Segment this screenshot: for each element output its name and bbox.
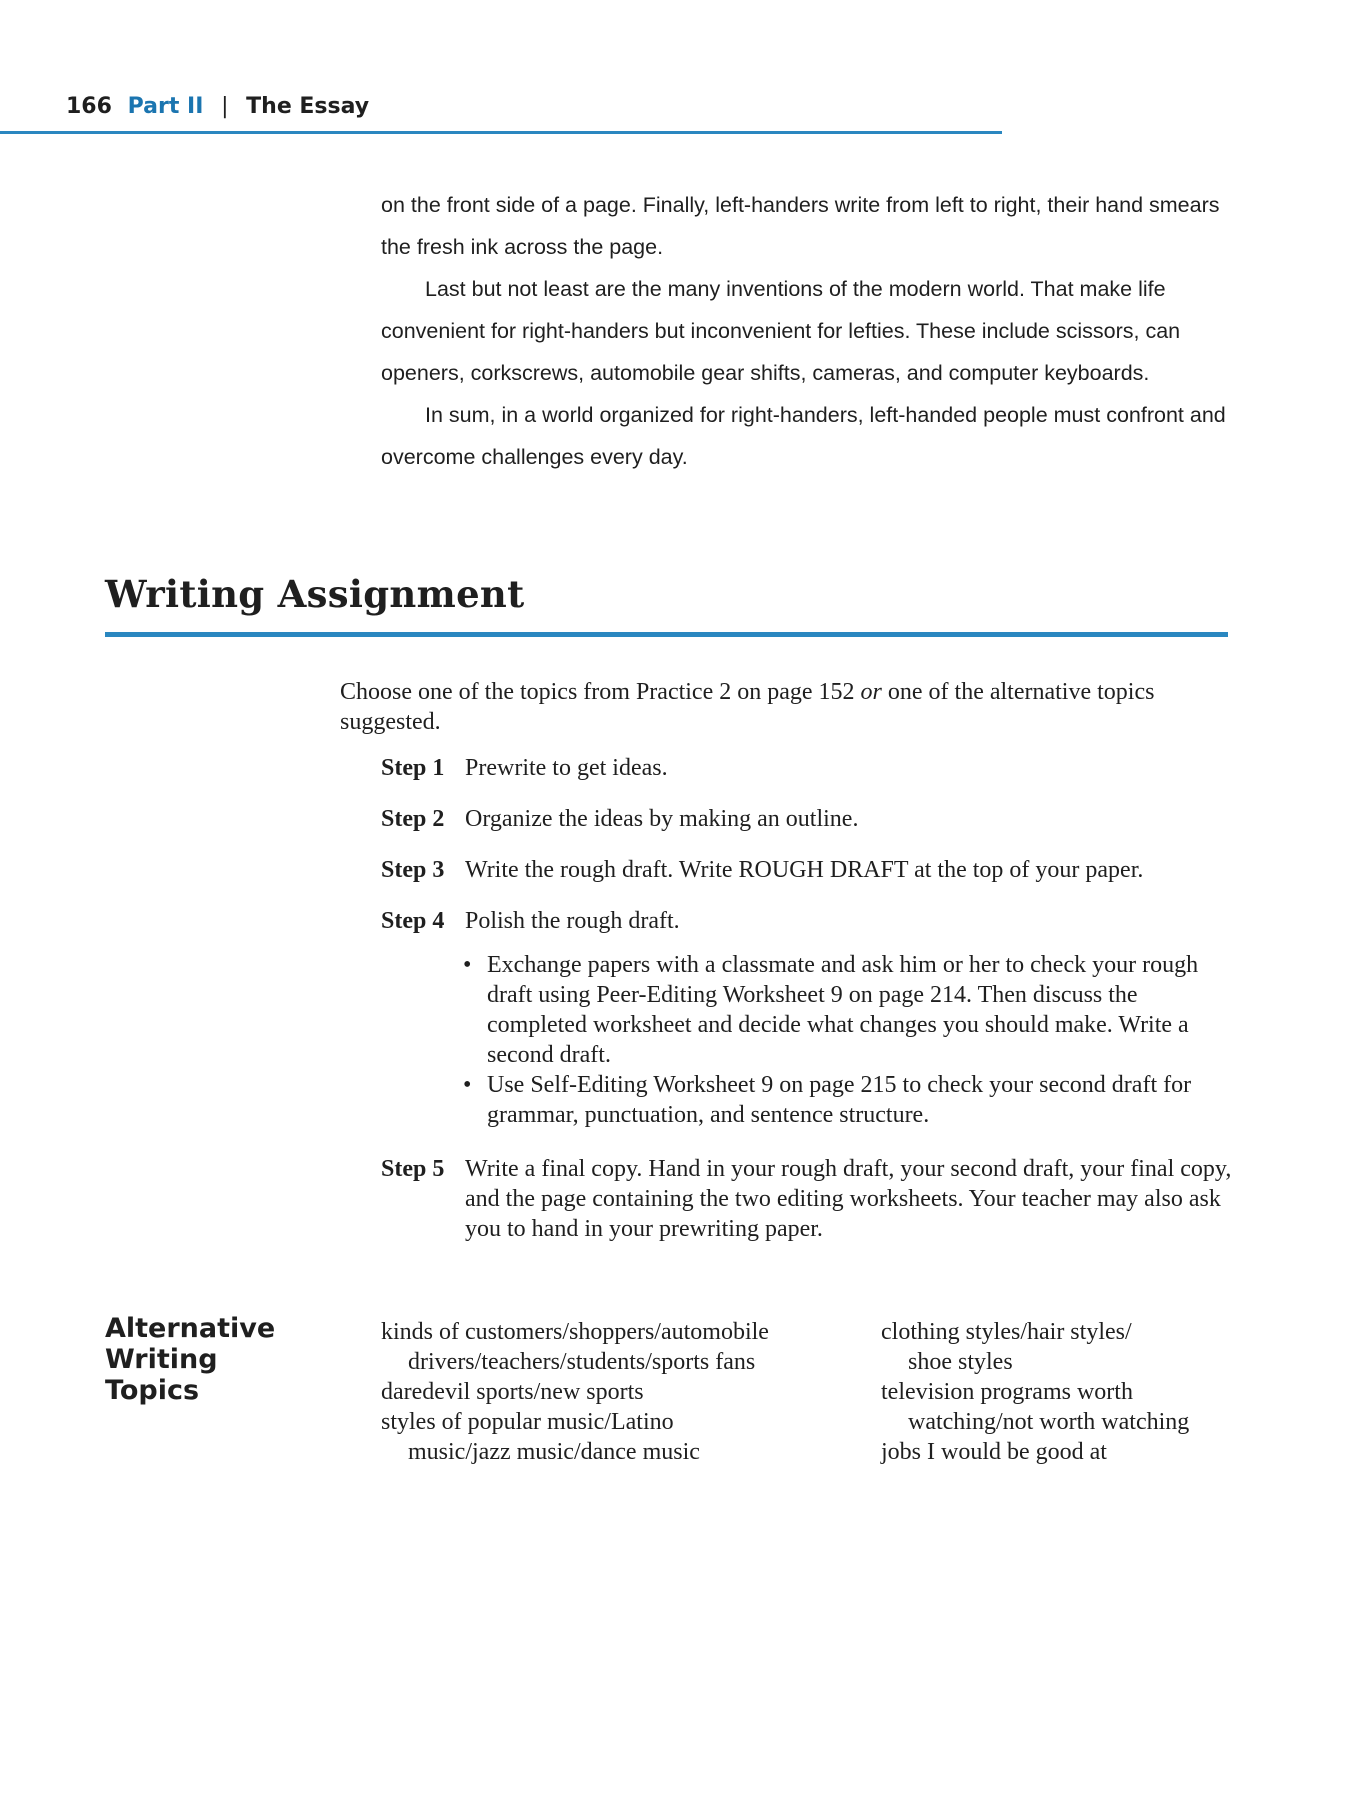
essay-paragraph: on the front side of a page. Finally, left-handers write from left to right, their hand smears the fresh ink across the page. <box>381 193 1220 259</box>
essay-continuation <box>381 184 1241 478</box>
alternative-topics-heading <box>105 1313 275 1406</box>
step-label: Step 2 <box>381 806 445 832</box>
topics-column-1 <box>381 1317 861 1467</box>
page-number: 166 <box>66 94 112 119</box>
step-2 <box>381 804 1241 834</box>
step-4 <box>381 906 1241 936</box>
topics-column-2 <box>881 1317 1241 1467</box>
heading-line: Topics <box>105 1375 200 1406</box>
topic-text: styles of popular music/Latino <box>381 1409 674 1435</box>
heading-line: Writing <box>105 1344 218 1375</box>
bullet-text: Exchange papers with a classmate and ask him or her to check your rough draft using Peer-Editing Worksheet 9 on page 214. Then discuss the completed worksheet and decide what changes you should make. Write a second draft. <box>487 952 1199 1068</box>
assignment-intro <box>340 677 1240 737</box>
step-1 <box>381 753 1241 783</box>
step-label: Step 1 <box>381 755 445 781</box>
book-section-title: The Essay <box>246 94 370 119</box>
intro-emphasis: or <box>860 679 882 705</box>
step-label: Step 3 <box>381 857 445 883</box>
bullet-text: Use Self-Editing Worksheet 9 on page 215 to check your second draft for grammar, punctuation, and sentence structure. <box>487 1072 1192 1128</box>
step-3 <box>381 855 1241 885</box>
list-item <box>463 1070 1228 1130</box>
list-item <box>381 1317 861 1377</box>
essay-paragraph: In sum, in a world organized for right-handers, left-handed people must confront and overcome challenges every day. <box>381 403 1226 469</box>
bullet-icon: • <box>463 1072 472 1098</box>
running-header <box>66 94 369 119</box>
step-text: Write the rough draft. Write ROUGH DRAFT at the top of your paper. <box>465 857 1144 883</box>
step-text: Write a final copy. Hand in your rough draft, your second draft, your final copy, and the page containing the two editing worksheets. Your teacher may also ask you to hand in your prewriting paper. <box>465 1156 1232 1242</box>
list-item <box>463 950 1228 1070</box>
topic-text: jobs I would be good at <box>881 1439 1107 1465</box>
bullet-icon: • <box>463 952 472 978</box>
list-item <box>381 1407 861 1467</box>
part-label: Part II <box>127 94 204 119</box>
step-label: Step 4 <box>381 908 445 934</box>
step-5 <box>381 1154 1241 1244</box>
topic-text: daredevil sports/new sports <box>381 1379 644 1405</box>
list-item <box>881 1317 1241 1377</box>
topic-continuation: music/jazz music/dance music <box>408 1439 700 1465</box>
step-text: Polish the rough draft. <box>465 908 680 934</box>
topic-continuation: watching/not worth watching <box>908 1409 1190 1435</box>
heading-line: Alternative <box>105 1313 276 1344</box>
list-item <box>881 1437 1241 1467</box>
topic-text: clothing styles/hair styles/ <box>881 1319 1132 1345</box>
step-text: Organize the ideas by making an outline. <box>465 806 859 832</box>
essay-paragraph: Last but not least are the many inventions of the modern world. That make life convenient for right-handers but inconvenient for lefties. These include scissors, can openers, corkscrews, automobile gear shifts, cameras, and computer keyboards. <box>381 277 1181 385</box>
section-rule <box>105 632 1228 637</box>
intro-text: one of the alternative topics suggested. <box>340 679 1155 735</box>
step-4-bullets <box>463 950 1228 1130</box>
list-item <box>881 1377 1241 1437</box>
header-rule <box>0 131 1002 134</box>
topic-text: kinds of customers/shoppers/automobile <box>381 1319 769 1345</box>
topic-continuation: shoe styles <box>908 1349 1013 1375</box>
list-item <box>381 1377 861 1407</box>
header-separator: | <box>221 94 229 119</box>
section-title: Writing Assignment <box>105 572 525 616</box>
topic-text: television programs worth <box>881 1379 1133 1405</box>
intro-text: Choose one of the topics from Practice 2 on page 152 <box>340 679 861 705</box>
step-label: Step 5 <box>381 1156 445 1182</box>
step-text: Prewrite to get ideas. <box>465 755 668 781</box>
topic-continuation: drivers/teachers/students/sports fans <box>408 1349 756 1375</box>
